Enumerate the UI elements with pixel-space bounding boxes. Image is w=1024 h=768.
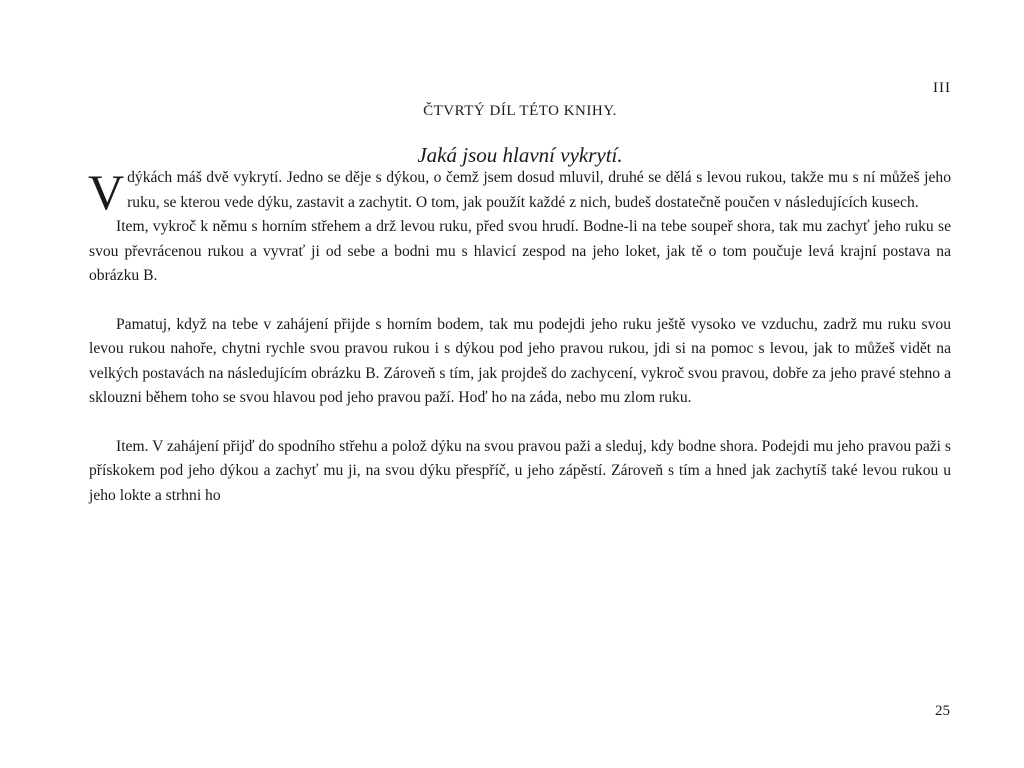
part-heading: ČTVRTÝ DÍL TÉTO KNIHY. bbox=[423, 103, 617, 119]
paragraph: Item, vykroč k němu s horním střehem a drž levou ruku, před svou hrudí. Bodne-li na tebe soupeř shora, tak mu zachyť jeho ruku se svou převrácenou rukou a vyvrať ji od sebe a bodni mu s hlavicí zespod na jeho loket, jak tě o tom poučuje levá krajní postava na obrázku B. bbox=[89, 218, 951, 284]
body-text bbox=[89, 166, 951, 508]
drop-cap: V bbox=[88, 164, 125, 220]
paragraph-gap bbox=[89, 411, 951, 435]
section-numeral: III bbox=[933, 80, 951, 96]
paragraph-text: dýkách máš dvě vykrytí. Jedno se děje s dýkou, o čemž jsem dosud mluvil, druhé se dělá s levou rukou, takže mu s ní můžeš jeho ruku, se kterou vede dýku, zastavit a zachytit. O tom, jak použít každé z nich, budeš dostatečně poučen v následujících kusech. bbox=[127, 169, 951, 211]
chapter-heading: Jaká jsou hlavní vykrytí. bbox=[417, 143, 623, 167]
paragraph bbox=[88, 164, 951, 220]
paragraph-gap bbox=[89, 289, 951, 313]
paragraph: Pamatuj, když na tebe v zahájení přijde s horním bodem, tak mu podejdi jeho ruku ještě vysoko ve vzduchu, zadrž mu ruku svou levou rukou nahoře, chytni rychle svou pravou rukou i s dýkou pod jeho pravou rukou, jdi si na pomoc s levou, jak to můžeš vidět na velkých postavách na následujícím obrázku B. Zároveň s tím, jak projdeš do zachycení, vykroč svou pravou, dobře za jeho pravé stehno a sklouzni během toho se svou hlavou pod jeho pravou paží. Hoď ho na záda, nebo mu zlom ruku. bbox=[89, 315, 951, 406]
page-number: 25 bbox=[935, 703, 950, 719]
paragraph: Item. V zahájení přijď do spodního střehu a polož dýku na svou pravou paži a sleduj, kdy bodne shora. Podejdi mu jeho pravou paži s přískokem pod jeho dýkou a zachyť mu ji, na svou dýku přespříč, u jeho zápěstí. Zároveň s tím a hned jak zachytíš také levou rukou u jeho lokte a strhni ho bbox=[89, 437, 951, 504]
